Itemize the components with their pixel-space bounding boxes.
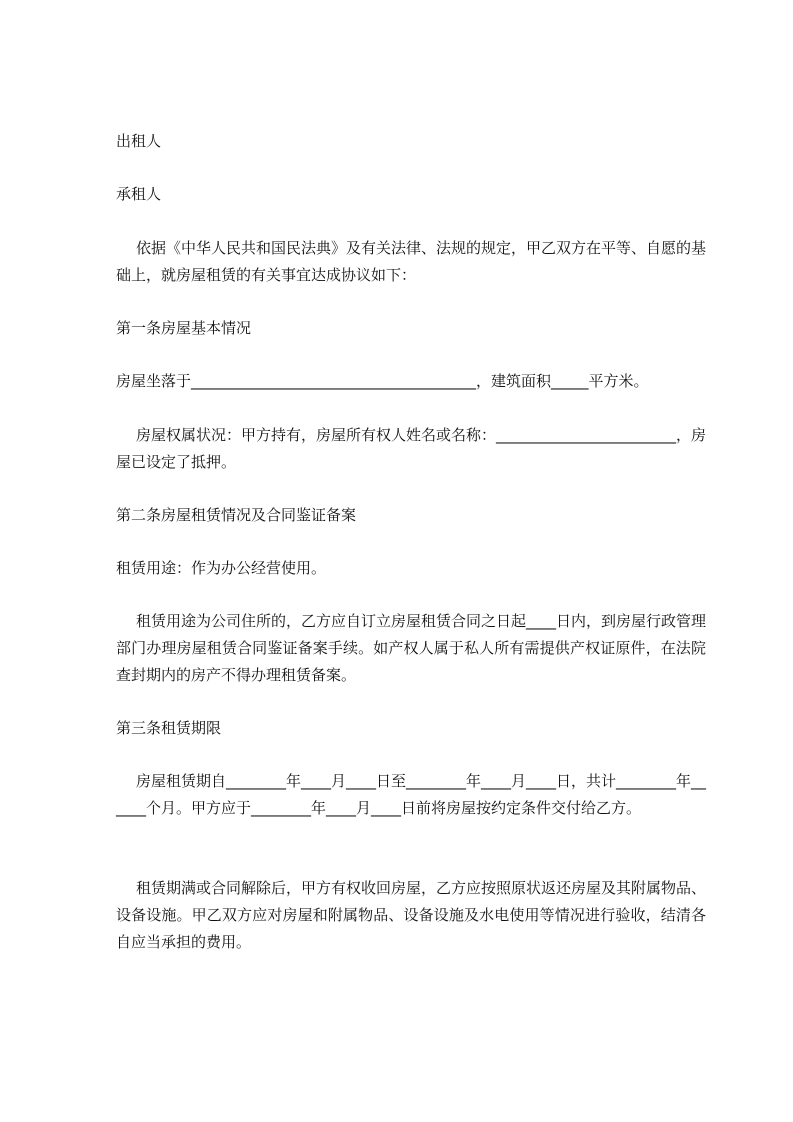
article-3-heading: 第三条租赁期限 xyxy=(116,719,222,737)
property-location-paragraph: 房屋坐落于______________________________________，建筑面积_____平方米。 xyxy=(116,372,649,390)
lease-expiry-paragraph: 租赁期满或合同解除后，甲方有权收回房屋，乙方应按照原状返还房屋及其附属物品、设备设施。甲乙双方应对房屋和附属物品、设备设施及水电使用等情况进行验收，结清各自应当承担的费用。 xyxy=(116,879,707,951)
lease-use-paragraph: 租赁用途：作为办公经营使用。 xyxy=(116,559,327,577)
intro-paragraph: 依据《中华人民共和国民法典》及有关法律、法规的规定，甲乙双方在平等、自愿的基础上，就房屋租赁的有关事宜达成协议如下： xyxy=(116,239,707,284)
lessee-label: 承租人 xyxy=(116,185,162,203)
article-2-heading: 第二条房屋租赁情况及合同鉴证备案 xyxy=(116,506,357,524)
registration-paragraph: 租赁用途为公司住所的，乙方应自订立房屋租赁合同之日起____日内，到房屋行政管理部门办理房屋租赁合同鉴证备案手续。如产权人属于私人所有需提供产权证原件，在法院查封期内的房产不得办理租赁备案。 xyxy=(116,612,707,684)
ownership-paragraph: 房屋权属状况：甲方持有，房屋所有权人姓名或名称：________________________，房屋已设定了抵押。 xyxy=(116,426,707,471)
article-1-heading: 第一条房屋基本情况 xyxy=(116,319,252,337)
lessor-label: 出租人 xyxy=(116,132,162,150)
lease-term-paragraph: 房屋租赁期自________年____月____日至________年____月____日，共计________年______个月。甲方应于________年____月____日前将房屋按约定条件交付给乙方。 xyxy=(116,772,707,817)
